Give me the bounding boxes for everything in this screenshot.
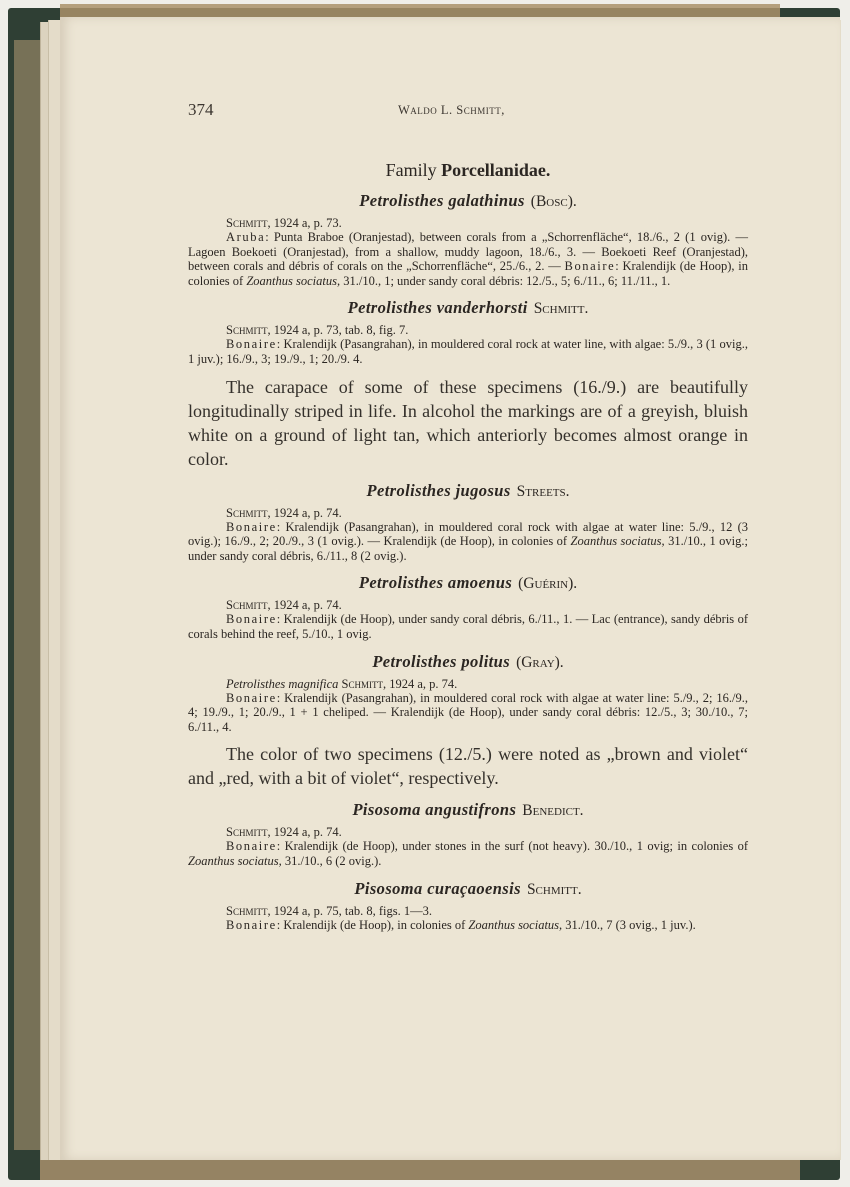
reference-line xyxy=(188,677,748,691)
locality-paragraph xyxy=(188,230,748,288)
locality-paragraph xyxy=(188,612,748,641)
species-author: (Guérin). xyxy=(518,575,578,593)
reference-author: Schmitt, xyxy=(226,598,271,613)
species-note: The carapace of some of these specimens (16./9.) are beautifully longitudinally striped in life. In alcohol the markings are of a greyish, bluish white on a ground of light tan, which anteriorly becomes almost orange in color. xyxy=(188,376,748,469)
page-header xyxy=(188,100,748,130)
reference-detail: 1924 a, p. 74. xyxy=(270,825,342,840)
reference-detail: 1924 a, p. 73, tab. 8, fig. 7. xyxy=(270,323,409,338)
species-author: (Bosc). xyxy=(530,193,577,210)
species-heading xyxy=(188,800,748,820)
reference-line xyxy=(188,323,748,337)
species-section xyxy=(188,191,748,288)
reference-detail: 1924 a, p. 75, tab. 8, figs. 1—3. xyxy=(270,903,433,918)
species-section xyxy=(188,652,748,791)
reference-author: Schmitt, xyxy=(226,323,271,338)
locality-name: Bonaire xyxy=(226,337,277,352)
locality-name: Bonaire xyxy=(564,259,616,274)
species-name: Petrolisthes galathinus xyxy=(359,191,525,210)
running-head: Waldo L. Schmitt, xyxy=(398,103,505,117)
text-run: 31./10., 7 (3 ovig., 1 juv.). xyxy=(562,917,696,932)
species-author: Schmitt. xyxy=(533,300,589,318)
locality-paragraph xyxy=(188,691,748,735)
taxon-italic: Zoanthus sociatus, xyxy=(570,534,665,549)
reference-detail: 1924 a, p. 74. xyxy=(270,505,342,520)
text-run: : Kralendijk (Pasangrahan), in mouldered coral rock with algae at water line: 5./9., 2; 16./9., 4; 19./9., 1; 20./9., 1 + 1 cheliped. — Kralendijk (de Hoop), under sandy coral débris: 12./5., 3; 30./10., 7; 6./11., 4. xyxy=(188,690,748,734)
reference-author: Schmitt, xyxy=(341,676,387,691)
reference-author: Schmitt, xyxy=(226,216,271,230)
taxon-italic: Zoanthus sociatus, xyxy=(188,853,282,868)
reference-line xyxy=(188,216,748,230)
species-heading xyxy=(188,879,748,899)
species-list xyxy=(188,191,748,932)
reference-author: Schmitt, xyxy=(226,505,271,520)
text-run: : Kralendijk (de Hoop), under stones in the surf (not heavy). 30./10., 1 ovig; in colonies of xyxy=(276,839,748,854)
reference-detail: 1924 a, p. 73. xyxy=(270,216,342,230)
text-run: : Punta Braboe (Oranjestad), between corals from a „Schorrenfläche“, 18./6., 2 (1 ovig). — Lagoen Boekoeti (Oranjestad), from a shallow, muddy lagoon, 18./6., 3. — Boekoeti Reef (Oranjestad), between corals and débris of corals on the „Schorrenfläche“, 25./6., 2. — xyxy=(188,230,748,274)
text-run: : Kralendijk (de Hoop), in colonies of xyxy=(188,259,748,288)
species-name: Petrolisthes jugosus xyxy=(366,480,511,500)
locality-paragraph xyxy=(188,337,748,366)
text-run: : Kralendijk (de Hoop), in colonies of xyxy=(276,917,469,932)
species-heading xyxy=(188,191,748,211)
species-heading xyxy=(188,298,748,318)
species-heading xyxy=(188,652,748,672)
locality-paragraph xyxy=(188,839,748,868)
species-name: Petrolisthes vanderhorsti xyxy=(347,298,528,318)
reference-synonym: Petrolisthes magnifica xyxy=(226,676,339,691)
text-run: 31./10., 1; under sandy coral débris: 12./5., 5; 6./11., 6; 11./11., 1. xyxy=(340,273,671,288)
locality-name: Aruba xyxy=(226,230,266,244)
locality-name: Bonaire xyxy=(226,612,277,627)
species-author: Schmitt. xyxy=(526,880,582,898)
text-run: 31./10., 6 (2 ovig.). xyxy=(281,853,382,868)
reference-line xyxy=(188,904,748,918)
text-run: : Kralendijk (Pasangrahan), in mouldered coral rock at water line, with algae: 5./9., 3 (1 ovig., 1 juv.); 16./9., 3; 19./9., 1; 20./9. 4. xyxy=(188,337,748,366)
species-author: Benedict. xyxy=(522,802,584,820)
reference-line xyxy=(188,506,748,520)
reference-line xyxy=(188,598,748,612)
family-prefix: Family xyxy=(385,160,437,180)
species-section xyxy=(188,573,748,641)
reference-line xyxy=(188,825,748,839)
species-section xyxy=(188,800,748,868)
locality-name: Bonaire xyxy=(226,690,277,705)
reference-detail: 1924 a, p. 74. xyxy=(386,676,458,691)
family-name: Porcellanidae. xyxy=(441,160,551,180)
species-heading xyxy=(188,573,748,593)
species-note: The color of two specimens (12./5.) were noted as „brown and violet“ and „red, with a bit of violet“, respectively. xyxy=(188,744,748,789)
locality-name: Bonaire xyxy=(226,917,277,932)
page-content xyxy=(188,100,748,938)
species-section xyxy=(188,879,748,933)
page-number: 374 xyxy=(188,100,214,119)
species-name: Pisosoma curaçaoensis xyxy=(354,878,521,898)
species-author: Streets. xyxy=(516,482,570,500)
locality-name: Bonaire xyxy=(226,839,277,854)
text-run: 31./10., 1 ovig.; under sandy coral débris, 6./11., 8 (2 ovig.). xyxy=(188,534,748,563)
family-title xyxy=(188,160,748,181)
taxon-italic: Zoanthus sociatus, xyxy=(468,917,563,932)
species-section xyxy=(188,298,748,470)
species-name: Petrolisthes politus xyxy=(372,651,511,671)
locality-paragraph xyxy=(188,918,748,933)
text-run: : Kralendijk (de Hoop), under sandy coral débris, 6./11., 1. — Lac (entrance), sandy débris of corals behind the reef, 5./10., 1 ovig. xyxy=(188,612,748,641)
locality-name: Bonaire xyxy=(226,519,277,534)
species-name: Petrolisthes amoenus xyxy=(358,573,513,593)
locality-paragraph xyxy=(188,520,748,564)
reference-author: Schmitt, xyxy=(226,903,271,918)
species-author: (Gray). xyxy=(516,653,564,671)
reference-author: Schmitt, xyxy=(226,825,271,840)
species-section xyxy=(188,481,748,564)
reference-detail: 1924 a, p. 74. xyxy=(270,598,342,613)
taxon-italic: Zoanthus sociatus, xyxy=(246,273,341,288)
species-heading xyxy=(188,481,748,501)
text-run: : Kralendijk (Pasangrahan), in mouldered coral rock with algae at water line: 5./9., 12 (3 ovig.); 16./9., 2; 20./9., 3 (1 ovig.). — Kralendijk (de Hoop), in colonies of xyxy=(188,519,748,549)
species-name: Pisosoma angustifrons xyxy=(352,800,517,820)
